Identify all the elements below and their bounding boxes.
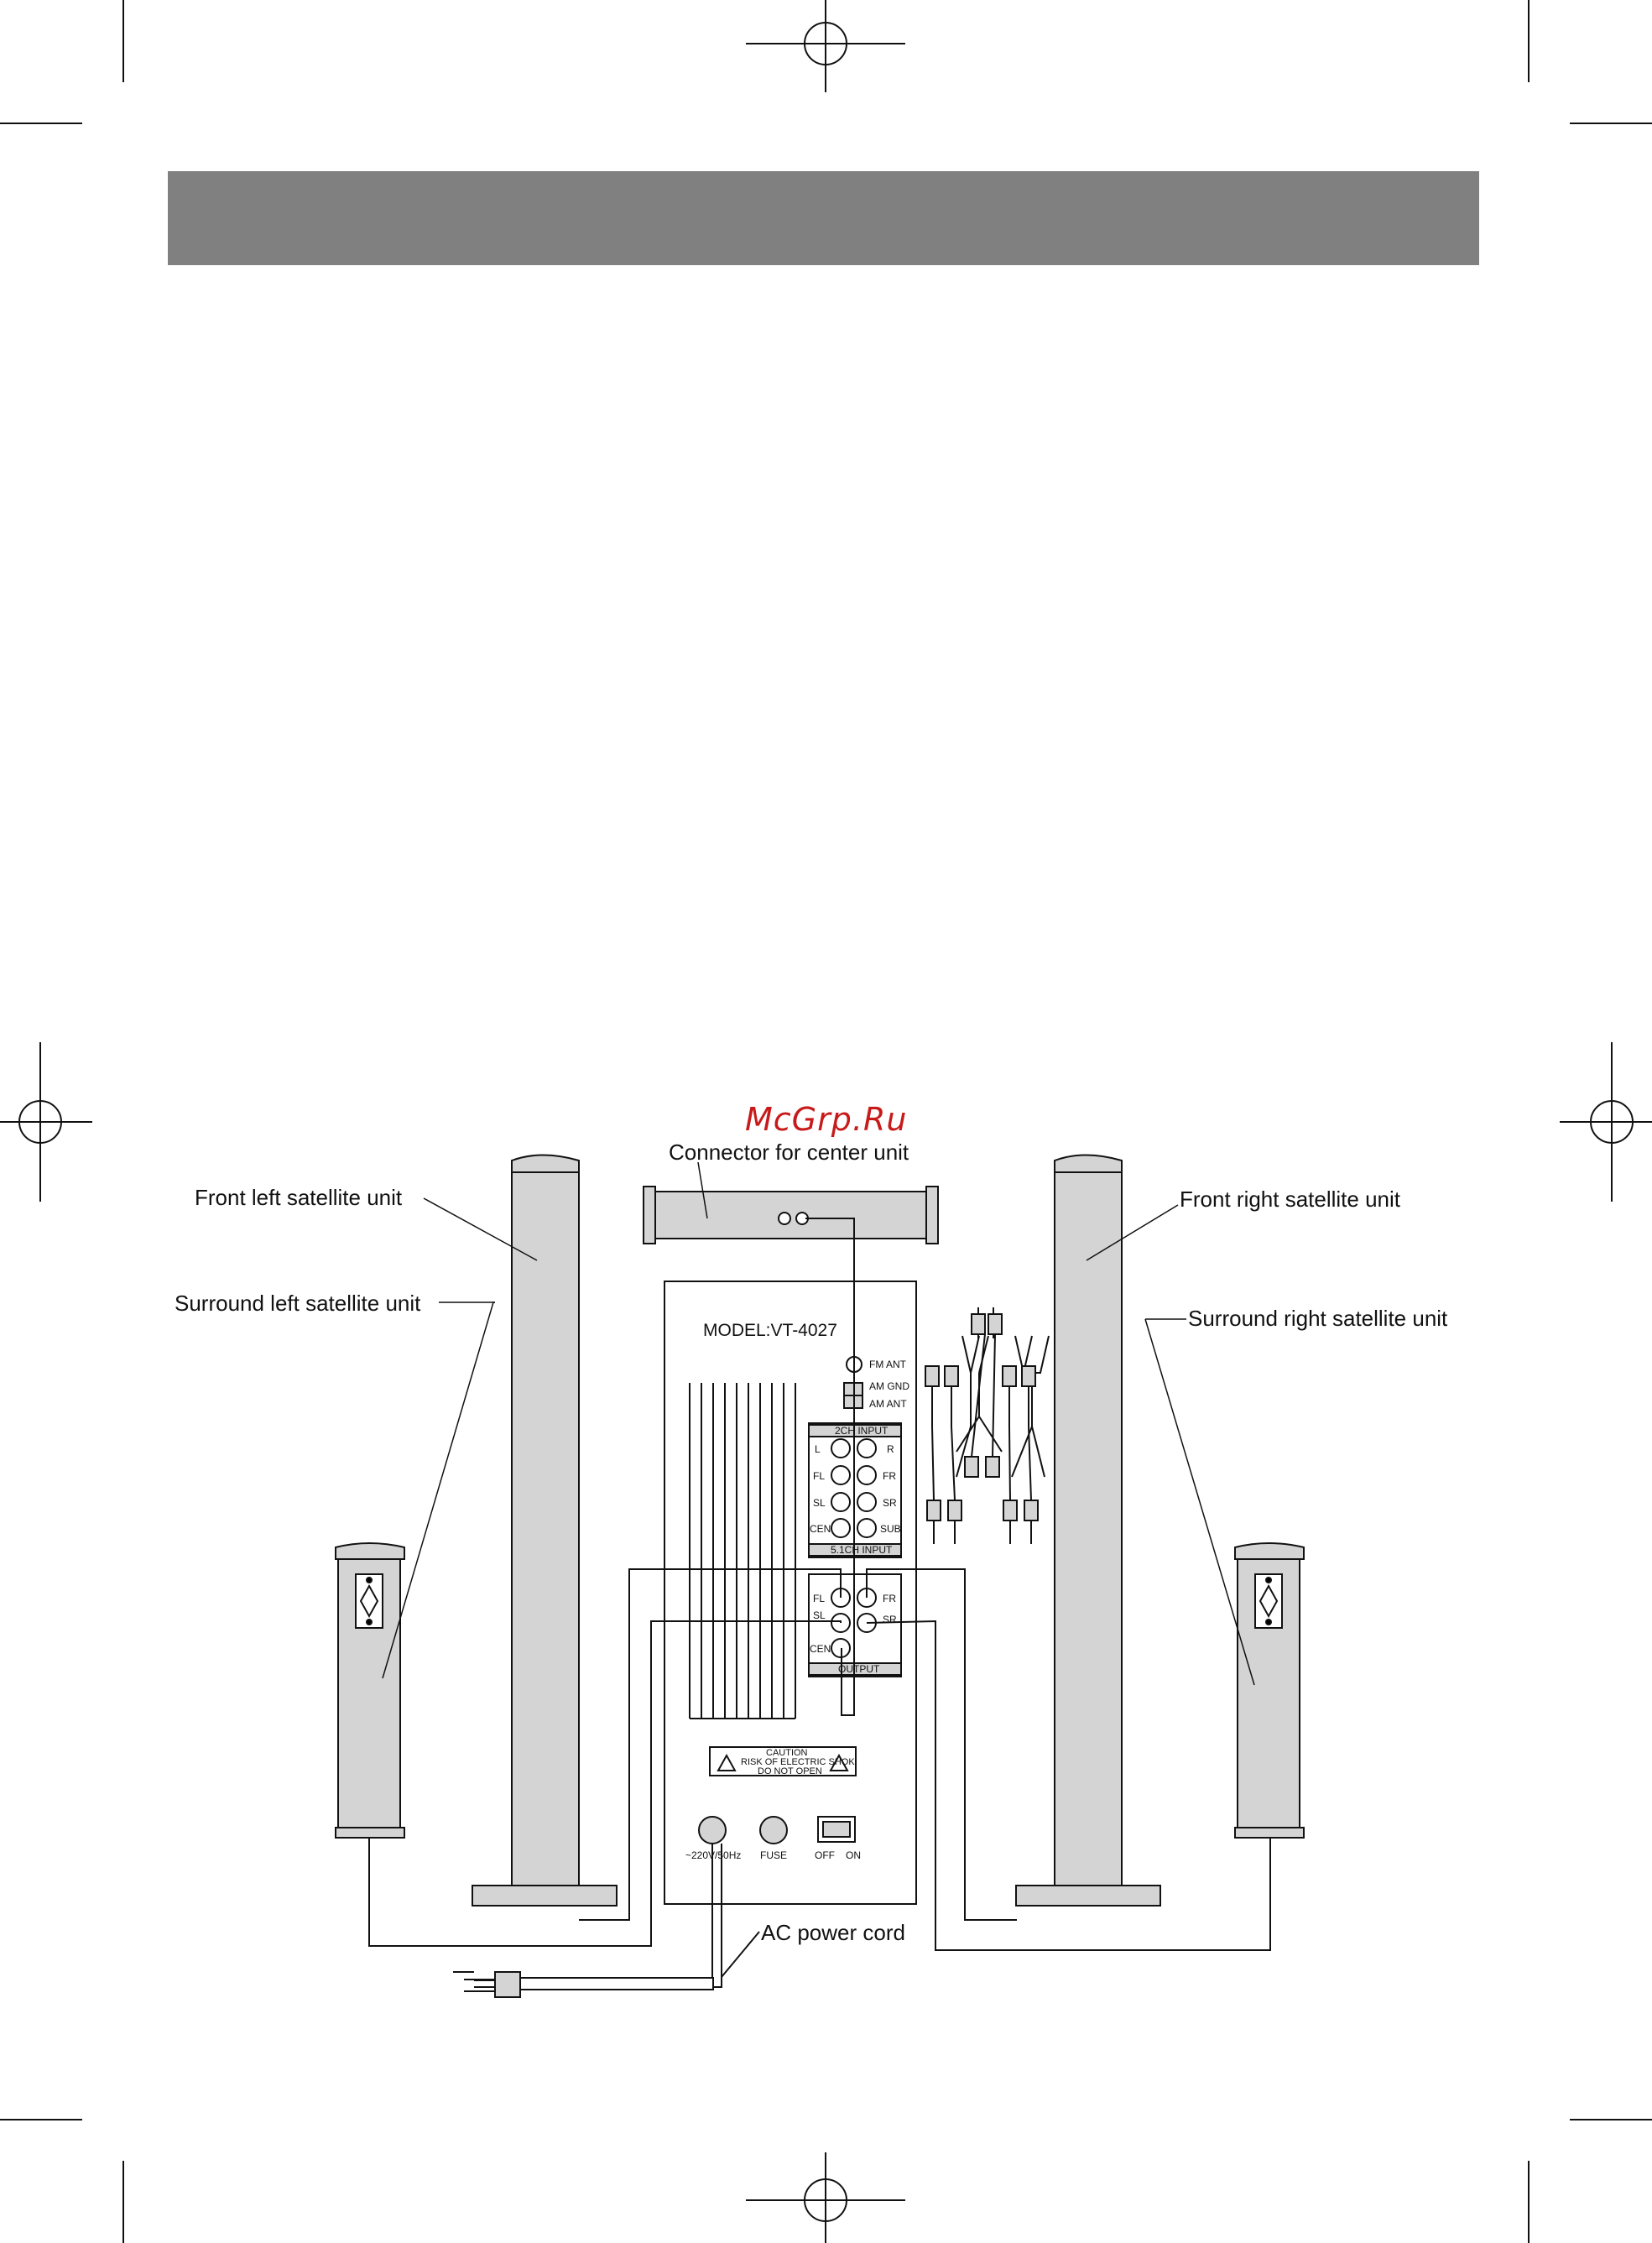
out-fl-label: FL: [813, 1593, 826, 1604]
label-ac-power-cord: AC power cord: [761, 1920, 905, 1945]
jack-sub-label: SUB: [880, 1523, 901, 1535]
label-surround-right: Surround right satellite unit: [1188, 1306, 1448, 1331]
output-label: OUTPUT: [838, 1663, 880, 1675]
surround-right-speaker: [1235, 1543, 1304, 1838]
subwoofer-rear-panel: [664, 1281, 916, 1904]
front-left-speaker: [472, 1155, 617, 1907]
jack-fl-label: FL: [813, 1470, 826, 1482]
fuse-holder: [760, 1817, 787, 1844]
jack-r-label: R: [887, 1443, 894, 1455]
out-sr-label: SR: [883, 1614, 897, 1625]
model-label: MODEL:VT-4027: [703, 1321, 837, 1340]
rca-cables: [925, 1307, 1049, 1544]
am-gnd-label: AM GND: [869, 1380, 909, 1392]
jack-l-label: L: [815, 1443, 821, 1455]
jack-fr-label: FR: [883, 1470, 896, 1482]
power-inlet-label: ~220V/50Hz: [685, 1849, 742, 1861]
center-speaker: [644, 1187, 938, 1244]
off-label: OFF: [815, 1849, 835, 1861]
out-sl-label: SL: [813, 1609, 826, 1621]
jack-sl-label: SL: [813, 1497, 826, 1509]
label-connector-center: Connector for center unit: [669, 1140, 909, 1165]
jack-sr-label: SR: [883, 1497, 897, 1509]
surround-left-speaker: [336, 1543, 404, 1838]
fuse-label: FUSE: [760, 1849, 788, 1861]
am-ant-label: AM ANT: [869, 1398, 907, 1410]
jack-cen-label: CEN: [810, 1523, 831, 1535]
out-fr-label: FR: [883, 1593, 896, 1604]
watermark: McGrp.Ru: [745, 1101, 908, 1138]
caution-title: CAUTION: [766, 1748, 808, 1758]
front-right-speaker: [1016, 1155, 1160, 1907]
caution-open: DO NOT OPEN: [758, 1766, 822, 1776]
label-front-left: Front left satellite unit: [195, 1185, 403, 1210]
label-surround-left: Surround left satellite unit: [175, 1291, 421, 1316]
power-inlet: [699, 1817, 726, 1844]
fm-ant-label: FM ANT: [869, 1359, 906, 1370]
on-label: ON: [846, 1849, 861, 1861]
caution-risk: RISK OF ELECTRIC SHOK: [741, 1757, 855, 1767]
out-cen-label: CEN: [810, 1643, 831, 1655]
label-front-right: Front right satellite unit: [1180, 1187, 1401, 1212]
input-51ch-label: 5.1CH INPUT: [831, 1544, 893, 1556]
input-2ch-label: 2CH INPUT: [835, 1425, 889, 1437]
